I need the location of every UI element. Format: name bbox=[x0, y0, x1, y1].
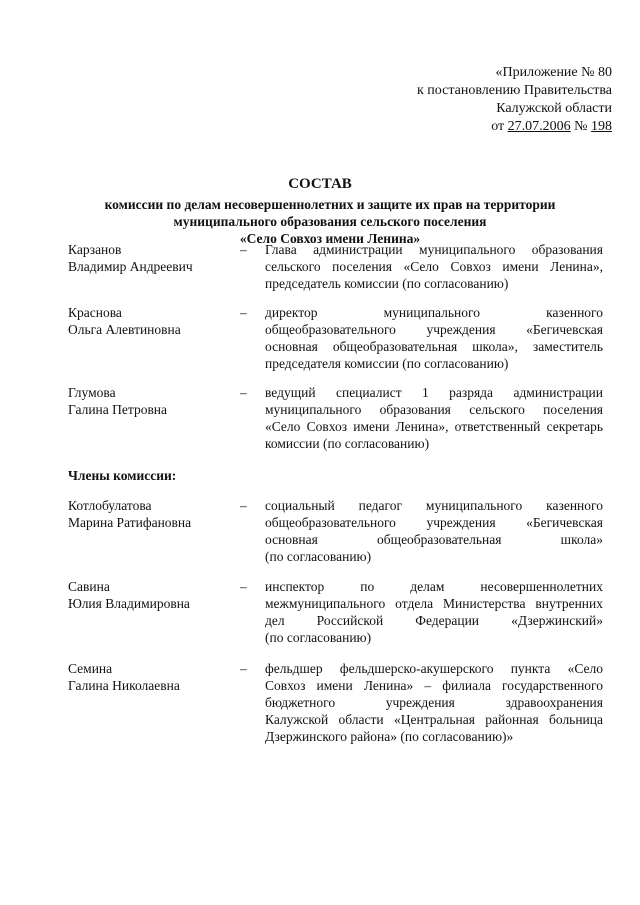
appendix-date-line: от 27.07.2006 № 198 bbox=[491, 119, 612, 134]
document-title: СОСТАВ bbox=[288, 176, 352, 192]
appendix-number: «Приложение № 80 bbox=[495, 65, 612, 80]
person-name: Семина Галина Николаевна bbox=[68, 661, 180, 693]
person-name: Краснова Ольга Алевтиновна bbox=[68, 305, 181, 337]
person-name: Савина Юлия Владимировна bbox=[68, 579, 190, 611]
person-role: ведущий специалист 1 разряда администрации муниципального образования сельского поселения «Село Совхоз имени Ленина», ответственный секретарь комиссии (по согласованию) bbox=[265, 385, 603, 451]
person-role: Глава администрации муниципального образования сельского поселения «Село Совхоз имени Ленина», председатель комиссии (по согласованию) bbox=[265, 242, 603, 291]
appendix-region: Калужской области bbox=[496, 101, 612, 116]
dash-separator: – bbox=[240, 579, 247, 594]
person-name: Котлобулатова Марина Ратифановна bbox=[68, 498, 192, 530]
person-role: директор муниципального казенного общеобразовательного учреждения «Бегичевская основная общеобразовательная школа», заместитель председателя комиссии (по согласованию) bbox=[265, 305, 603, 371]
subtitle-line: «Село Совхоз имени Ленина» bbox=[239, 231, 421, 246]
person-name: Карзанов Владимир Андреевич bbox=[68, 242, 193, 274]
subtitle-line: комиссии по делам несовершеннолетних и защите их прав на территории bbox=[104, 197, 556, 212]
person-name: Глумова Галина Петровна bbox=[68, 385, 168, 417]
appendix-header bbox=[417, 64, 612, 136]
dash-separator: – bbox=[240, 242, 247, 257]
subtitle-line: муниципального образования сельского поселения bbox=[173, 214, 487, 229]
dash-separator: – bbox=[240, 498, 247, 513]
appendix-doc-number: 198 bbox=[591, 119, 612, 134]
document-subtitle bbox=[70, 196, 590, 247]
dash-separator: – bbox=[240, 661, 247, 676]
dash-separator: – bbox=[240, 305, 247, 320]
person-role: социальный педагог муниципального казенного общеобразовательного учреждения «Бегичевская основная общеобразовательная школа» (по согласованию) bbox=[265, 498, 603, 564]
appendix-date: 27.07.2006 bbox=[507, 119, 571, 134]
person-role: инспектор по делам несовершеннолетних межмуниципального отдела Министерства внутренних дел Российской Федерации «Дзержинский» (по согласованию) bbox=[265, 579, 603, 645]
members-heading: Члены комиссии: bbox=[68, 468, 177, 483]
person-role: фельдшер фельдшерско-акушерского пункта «Село Совхоз имени Ленина» – филиала государственного бюджетного учреждения здравоохранения Калужской области «Центральная районная больница Дзержинского района» (по согласованию)» bbox=[265, 661, 603, 744]
appendix-resolution: к постановлению Правительства bbox=[416, 83, 612, 98]
dash-separator: – bbox=[240, 385, 247, 400]
